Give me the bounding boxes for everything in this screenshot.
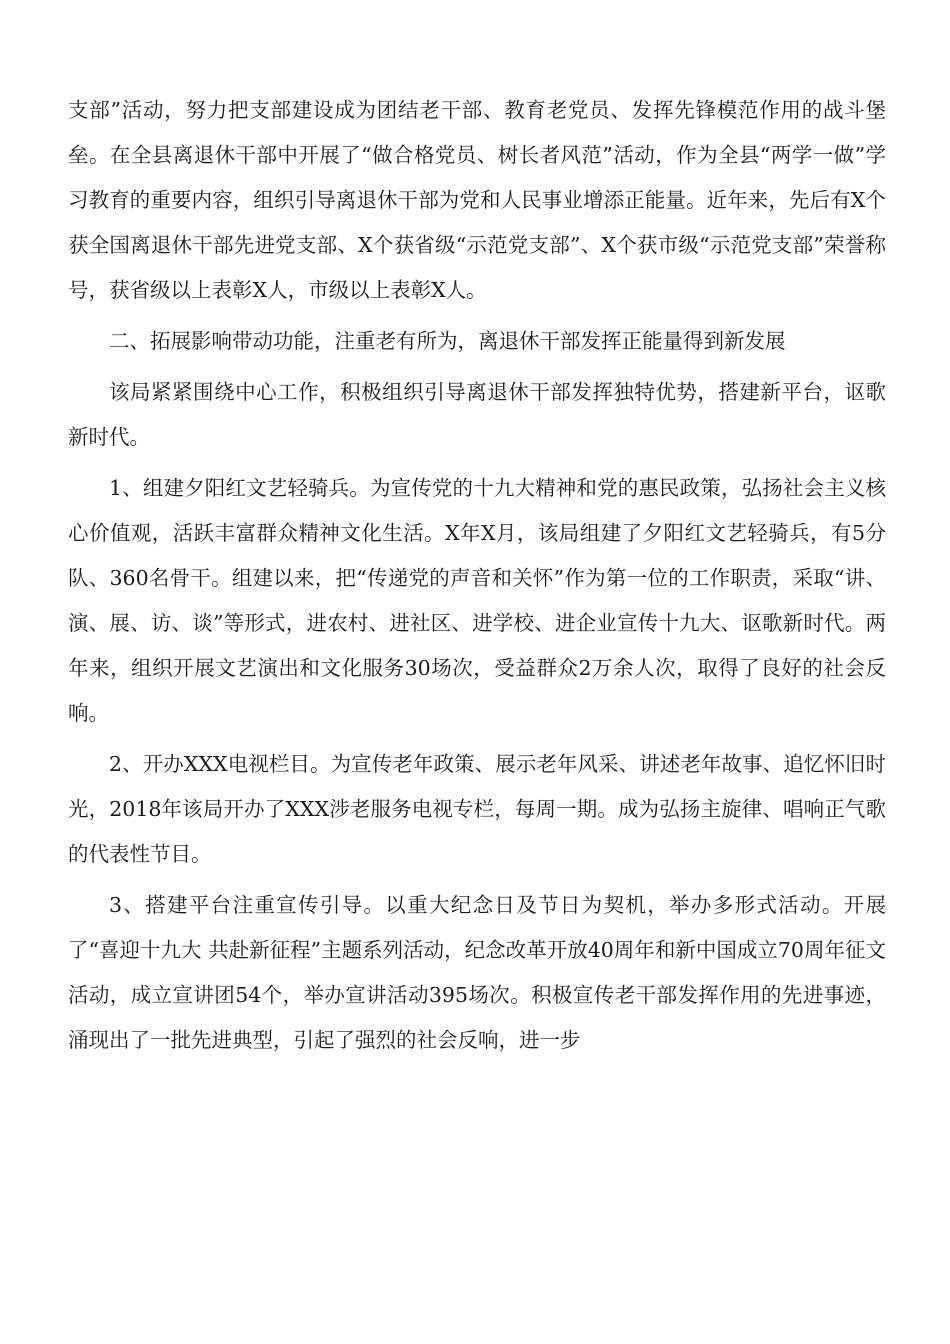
section-heading: 二、拓展影响带动功能，注重老有所为，离退休干部发挥正能量得到新发展: [109, 329, 786, 353]
paragraph-continuation: 支部”活动，努力把支部建设成为团结老干部、教育老党员、发挥先锋模范作用的战斗堡垒。在全县离退休干部中开展了“做合格党员、树长者风范”活动，作为全县“两学一做”学习教育的重要内容，组织引导离退休干部为党和人民事业增添正能量。近年来，先后有X个获全国离退休干部先进党支部、X个获省级“示范党支部”、X个获市级“示范党支部”荣誉称号，获省级以上表彰X人，市级以上表彰X人。: [68, 98, 886, 302]
paragraph-item-1: 1、组建夕阳红文艺轻骑兵。为宣传党的十九大精神和党的惠民政策，弘扬社会主义核心价值观，活跃丰富群众精神文化生活。X年X月，该局组建了夕阳红文艺轻骑兵，有5分队、360名骨干。组建以来，把“传递党的声音和关怀”作为第一位的工作职责，采取“讲、演、展、访、谈”等形式，进农村、进社区、进学校、进企业宣传十九大、讴歌新时代。两年来，组织开展文艺演出和文化服务30场次，受益群众2万余人次，取得了良好的社会反响。: [68, 476, 886, 725]
document-body: [68, 88, 886, 1069]
paragraph-intro: 该局紧紧围绕中心工作，积极组织引导离退休干部发挥独特优势，搭建新平台，讴歌新时代。: [68, 380, 886, 449]
paragraph-item-3: 3、搭建平台注重宣传引导。以重大纪念日及节日为契机，举办多形式活动。开展了“喜迎十九大 共赴新征程”主题系列活动，纪念改革开放40周年和新中国成立70周年征文活动，成立宣讲团54个，举办宣讲活动395场次。积极宣传老干部发挥作用的先进事迹，涌现出了一批先进典型，引起了强烈的社会反响，进一步: [68, 893, 886, 1052]
paragraph-item-2: 2、开办XXX电视栏目。为宣传老年政策、展示老年风采、讲述老年故事、追忆怀旧时光，2018年该局开办了XXX涉老服务电视专栏，每周一期。成为弘扬主旋律、唱响正气歌的代表性节目。: [68, 752, 886, 866]
